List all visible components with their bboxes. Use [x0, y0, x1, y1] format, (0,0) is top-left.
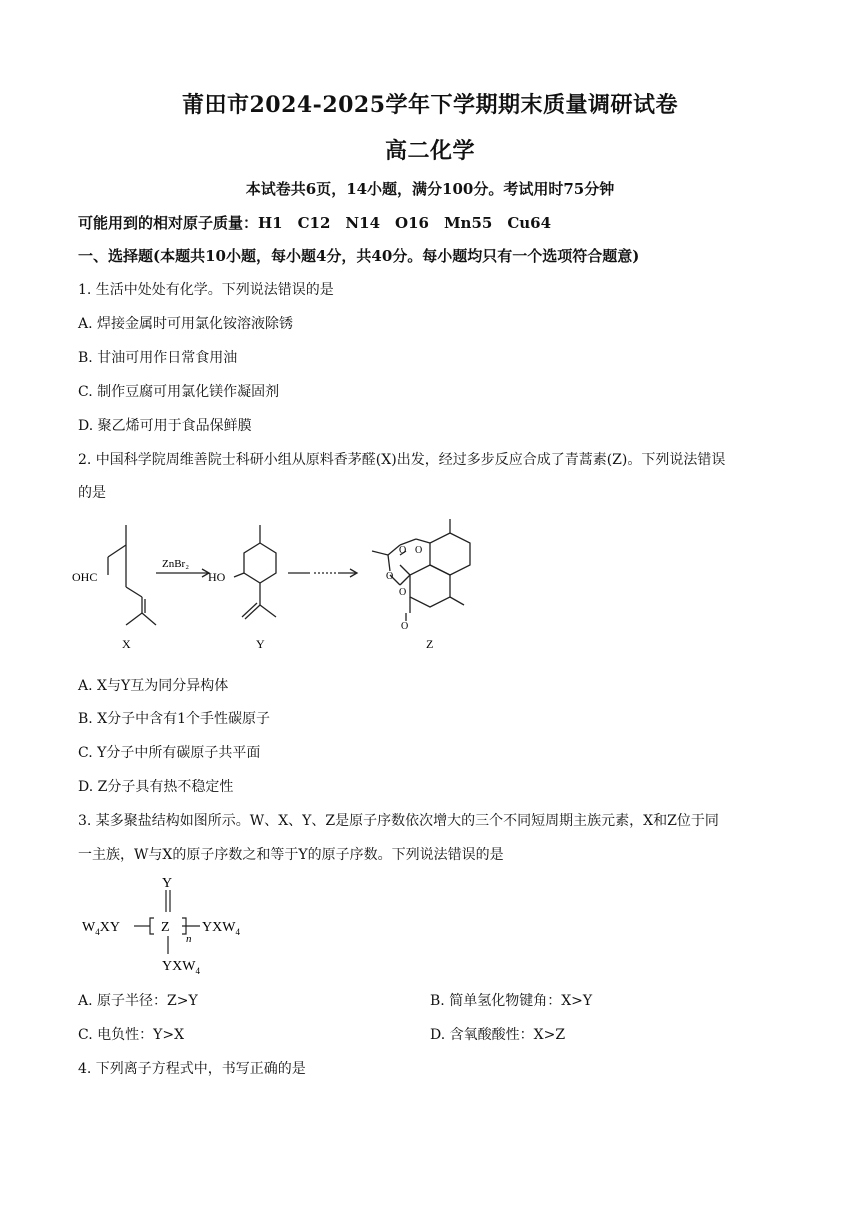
exam-subject: 高二化学 — [384, 138, 475, 164]
q2-stem-line2: 的是 — [78, 485, 106, 501]
q1-option-d: D. 聚乙烯可用于食品保鲜膜 — [78, 418, 252, 434]
z-oxygen-4: O — [399, 587, 407, 598]
center-z-label: Z — [161, 920, 170, 935]
left-group-label: $W_4XY$ — [82, 920, 120, 937]
q1-option-a: A. 焊接金属时可用氯化铵溶液除锈 — [78, 316, 294, 332]
q4-stem: 4. 下列离子方程式中，书写正确的是 — [78, 1061, 306, 1077]
q3-stem-line2: 一主族，W与X的原子序数之和等于Y的原子序数。下列说法错误的是 — [78, 847, 504, 863]
exam-title: 莆田市2024-2025学年下学期期末质量调研试卷 — [181, 92, 679, 118]
x-label: X — [122, 637, 131, 651]
top-y-label: Y — [162, 876, 173, 891]
q3-stem-line1: 3. 某多聚盐结构如图所示。W、X、Y、Z是原子序数依次增大的三个不同短周期主族元素，X和Z位于同 — [78, 813, 719, 829]
n-label: n — [186, 933, 192, 945]
atomic-masses: 可能用到的相对原子质量：H1 C12 N14 O16 Mn55 Cu64 — [78, 214, 552, 232]
q3-option-c: C. 电负性：Y>X — [78, 1027, 185, 1043]
q2-option-d: D. Z分子具有热不稳定性 — [78, 779, 234, 795]
y-label: Y — [256, 637, 265, 651]
z-oxygen-5: O — [401, 621, 409, 632]
q2-option-a: A. X与Y互为同分异构体 — [78, 678, 229, 694]
q1-stem: 1. 生活中处处有化学。下列说法错误的是 — [78, 282, 334, 298]
y-ho-label: HO — [208, 570, 226, 584]
q3-option-d: D. 含氧酸酸性：X>Z — [430, 1027, 566, 1043]
right-group-label: $YXW_4$ — [202, 920, 240, 937]
q3-structure — [78, 870, 278, 980]
q2-stem-line1: 2. 中国科学院周维善院士科研小组从原料香茅醛(X)出发，经过多步反应合成了青蒿素(Z)。下列说法错误 — [78, 452, 726, 468]
q1-option-b: B. 甘油可用作日常食用油 — [78, 350, 238, 366]
z-oxygen-2: O — [415, 545, 423, 556]
x-ohc-label: OHC — [72, 570, 98, 584]
z-label: Z — [426, 637, 434, 651]
q3-option-b: B. 简单氢化物键角：X>Y — [430, 993, 593, 1009]
section-heading: 一、选择题(本题共10小题，每小题4分，共40分。每小题均只有一个选项符合题意) — [78, 247, 640, 265]
exam-info: 本试卷共6页，14小题，满分100分。考试用时75分钟 — [245, 180, 615, 198]
z-oxygen-1: O — [399, 545, 407, 556]
q3-option-a: A. 原子半径：Z>Y — [78, 993, 198, 1009]
q2-option-b: B. X分子中含有1个手性碳原子 — [78, 711, 271, 727]
q1-option-c: C. 制作豆腐可用氯化镁作凝固剂 — [78, 384, 280, 400]
z-oxygen-3: O — [386, 571, 394, 582]
reagent-label: ZnBr₂ — [162, 558, 190, 570]
q2-option-c: C. Y分子中所有碳原子共平面 — [78, 745, 261, 761]
bottom-group-label: $YXW_4$ — [162, 959, 200, 976]
q2-reaction-scheme — [70, 515, 490, 660]
